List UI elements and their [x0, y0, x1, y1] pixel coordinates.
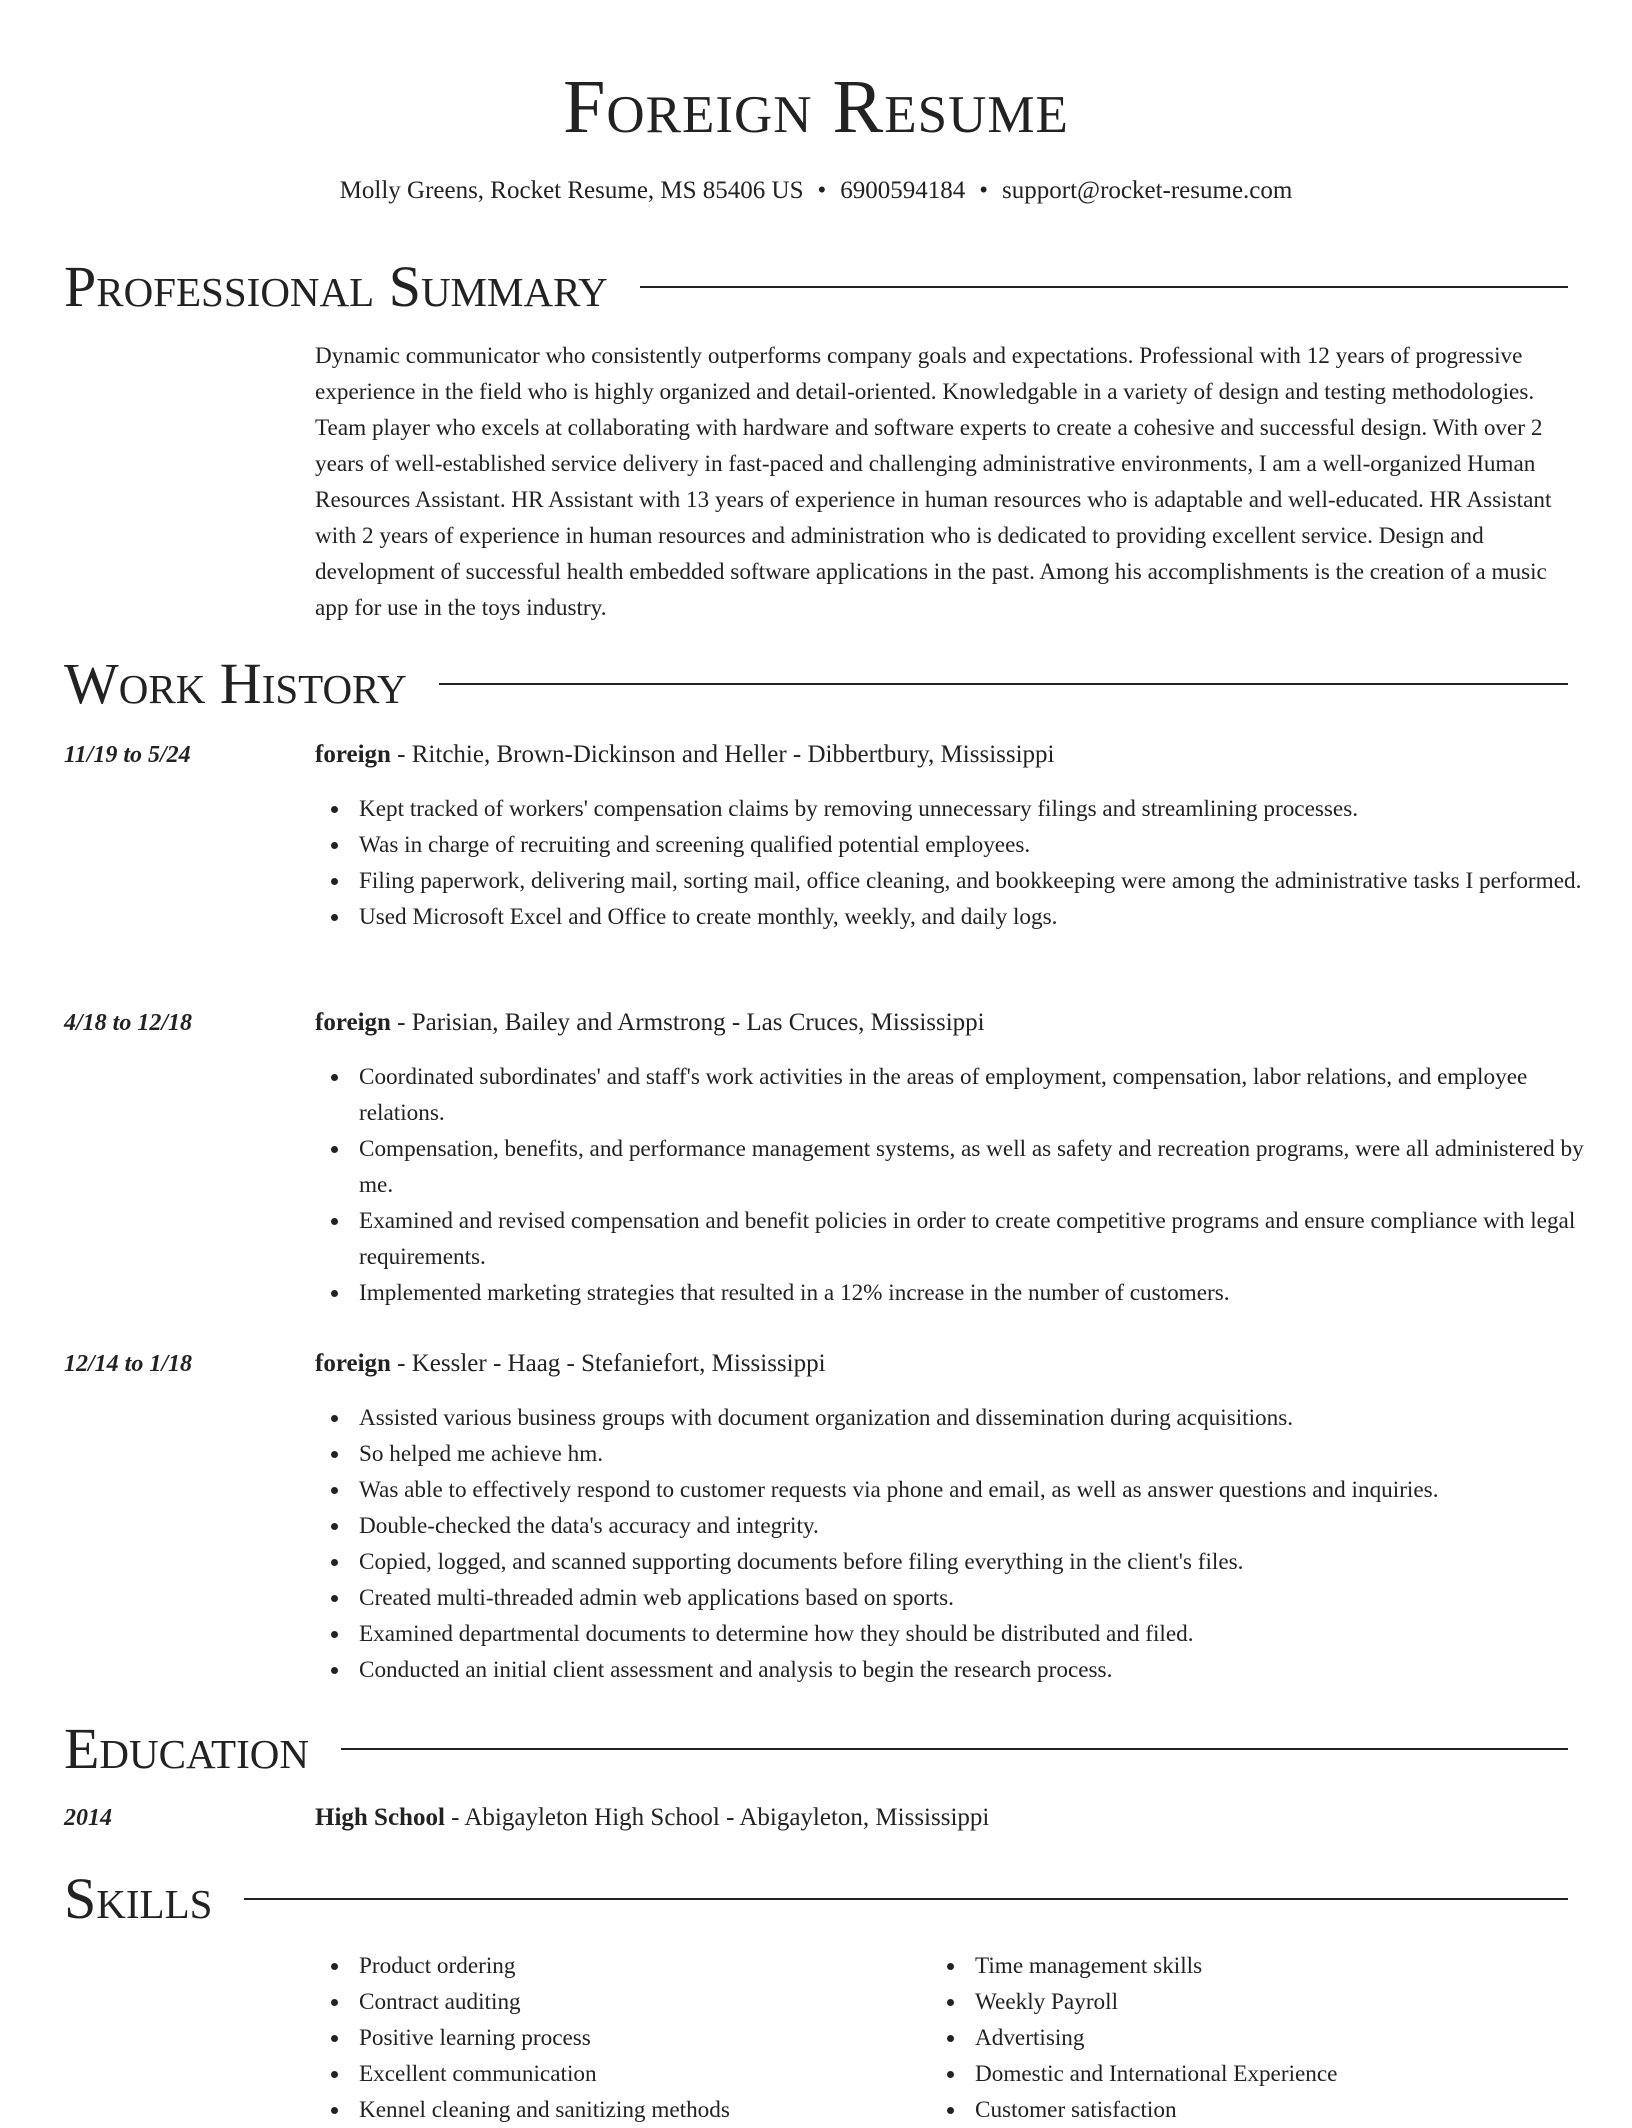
- list-item: Examined departmental documents to determine how they should be distributed and filed.: [359, 1616, 1614, 1652]
- job-dates: 11/19 to 5/24: [64, 742, 191, 768]
- education-heading: [315, 1801, 1570, 1835]
- job-role: foreign: [315, 1350, 391, 1377]
- section-divider: [640, 286, 1568, 288]
- summary-text: Dynamic communicator who consistently outperforms company goals and expectations. Professional with 12 years of progressive experience in the field who is highly organized and detail-oriented. Knowledgable in a variety of design and testing methodologies. Team player who excels at collaborating with hardware and software experts to create a cohesive and successful design. With over 2 years of well-established service delivery in fast-paced and challenging administrative environments, I am a well-organized Human Resources Assistant. HR Assistant with 13 years of experience in human resources who is adaptable and well-educated. HR Assistant with 2 years of experience in human resources and administration who is dedicated to providing excellent service. Design and development of successful health embedded software applications in the past. Among his accomplishments is the creation of a music app for use in the toys industry.: [315, 343, 1552, 621]
- contact-separator: •: [979, 177, 989, 204]
- list-item: Created multi-threaded admin web applications based on sports.: [359, 1580, 1614, 1616]
- job-bullets: [315, 791, 1614, 935]
- job-heading: [315, 738, 1570, 772]
- section-divider: [244, 1898, 1568, 1900]
- section-divider: [439, 683, 1568, 685]
- job-dates: 12/14 to 1/18: [64, 1351, 193, 1377]
- job-bullets: [315, 1059, 1614, 1311]
- list-item: Was in charge of recruiting and screening qualified potential employees.: [359, 827, 1614, 863]
- education-degree: High School: [315, 1804, 445, 1831]
- skill-item: Contract auditing: [359, 1984, 959, 2020]
- skill-item: Time management skills: [975, 1948, 1575, 1984]
- skills-list-left: [315, 1948, 959, 2128]
- skill-item: Excellent communication: [359, 2056, 959, 2092]
- list-item: Implemented marketing strategies that resulted in a 12% increase in the number of customers.: [359, 1275, 1614, 1311]
- list-item: Compensation, benefits, and performance management systems, as well as safety and recreation programs, were all administered by me.: [359, 1131, 1614, 1203]
- job-details: - Parisian, Bailey and Armstrong - Las Cruces, Mississippi: [390, 1009, 985, 1036]
- contact-separator: •: [817, 177, 827, 204]
- list-item: Double-checked the data's accuracy and integrity.: [359, 1508, 1614, 1544]
- list-item: Used Microsoft Excel and Office to create monthly, weekly, and daily logs.: [359, 899, 1614, 935]
- education-year: 2014: [64, 1805, 112, 1831]
- job-details: - Kessler - Haag - Stefaniefort, Mississippi: [390, 1350, 826, 1377]
- skill-item: Customer satisfaction: [975, 2092, 1575, 2128]
- job-dates: 4/18 to 12/18: [64, 1010, 193, 1036]
- job-role: foreign: [315, 1009, 391, 1036]
- contact-address: Molly Greens, Rocket Resume, MS 85406 US: [339, 177, 804, 204]
- contact-line: [0, 174, 1632, 208]
- list-item: Coordinated subordinates' and staff's work activities in the areas of employment, compensation, labor relations, and employee relations.: [359, 1059, 1614, 1131]
- list-item: Filing paperwork, delivering mail, sorting mail, office cleaning, and bookkeeping were among the administrative tasks I performed.: [359, 863, 1614, 899]
- section-divider: [341, 1748, 1568, 1750]
- skill-item: Product ordering: [359, 1948, 959, 1984]
- list-item: Kept tracked of workers' compensation claims by removing unnecessary filings and streamlining processes.: [359, 791, 1614, 827]
- work-title: Work History: [64, 651, 407, 716]
- list-item: Was able to effectively respond to customer requests via phone and email, as well as answer questions and inquiries.: [359, 1472, 1614, 1508]
- education-section-header: [64, 1716, 1568, 1782]
- work-section-header: [64, 651, 1568, 717]
- summary-title: Professional Summary: [64, 254, 608, 319]
- skills-title: Skills: [64, 1866, 213, 1931]
- skill-item: Kennel cleaning and sanitizing methods: [359, 2092, 959, 2128]
- skills-section-header: [64, 1866, 1568, 1932]
- contact-phone: 6900594184: [840, 177, 966, 204]
- list-item: Conducted an initial client assessment and analysis to begin the research process.: [359, 1652, 1614, 1688]
- resume-name: Foreign Resume: [563, 65, 1069, 149]
- job-role: foreign: [315, 741, 391, 768]
- job-details: - Ritchie, Brown-Dickinson and Heller - Dibbertbury, Mississippi: [390, 741, 1055, 768]
- job-heading: [315, 1347, 1570, 1381]
- skill-item: Domestic and International Experience: [975, 2056, 1575, 2092]
- list-item: So helped me achieve hm.: [359, 1436, 1614, 1472]
- job-heading: [315, 1006, 1570, 1040]
- summary-section-header: [64, 254, 1568, 320]
- skill-item: Weekly Payroll: [975, 1984, 1575, 2020]
- skill-item: Positive learning process: [359, 2020, 959, 2056]
- job-bullets: [315, 1400, 1614, 1688]
- list-item: Assisted various business groups with document organization and dissemination during acquisitions.: [359, 1400, 1614, 1436]
- list-item: Copied, logged, and scanned supporting documents before filing everything in the client's files.: [359, 1544, 1614, 1580]
- skills-list-right: [931, 1948, 1575, 2128]
- education-details: - Abigayleton High School - Abigayleton, Mississippi: [444, 1804, 990, 1831]
- contact-email: support@rocket-resume.com: [1002, 177, 1293, 204]
- education-title: Education: [64, 1716, 309, 1781]
- skill-item: Advertising: [975, 2020, 1575, 2056]
- list-item: Examined and revised compensation and benefit policies in order to create competitive programs and ensure compliance with legal requirements.: [359, 1203, 1614, 1275]
